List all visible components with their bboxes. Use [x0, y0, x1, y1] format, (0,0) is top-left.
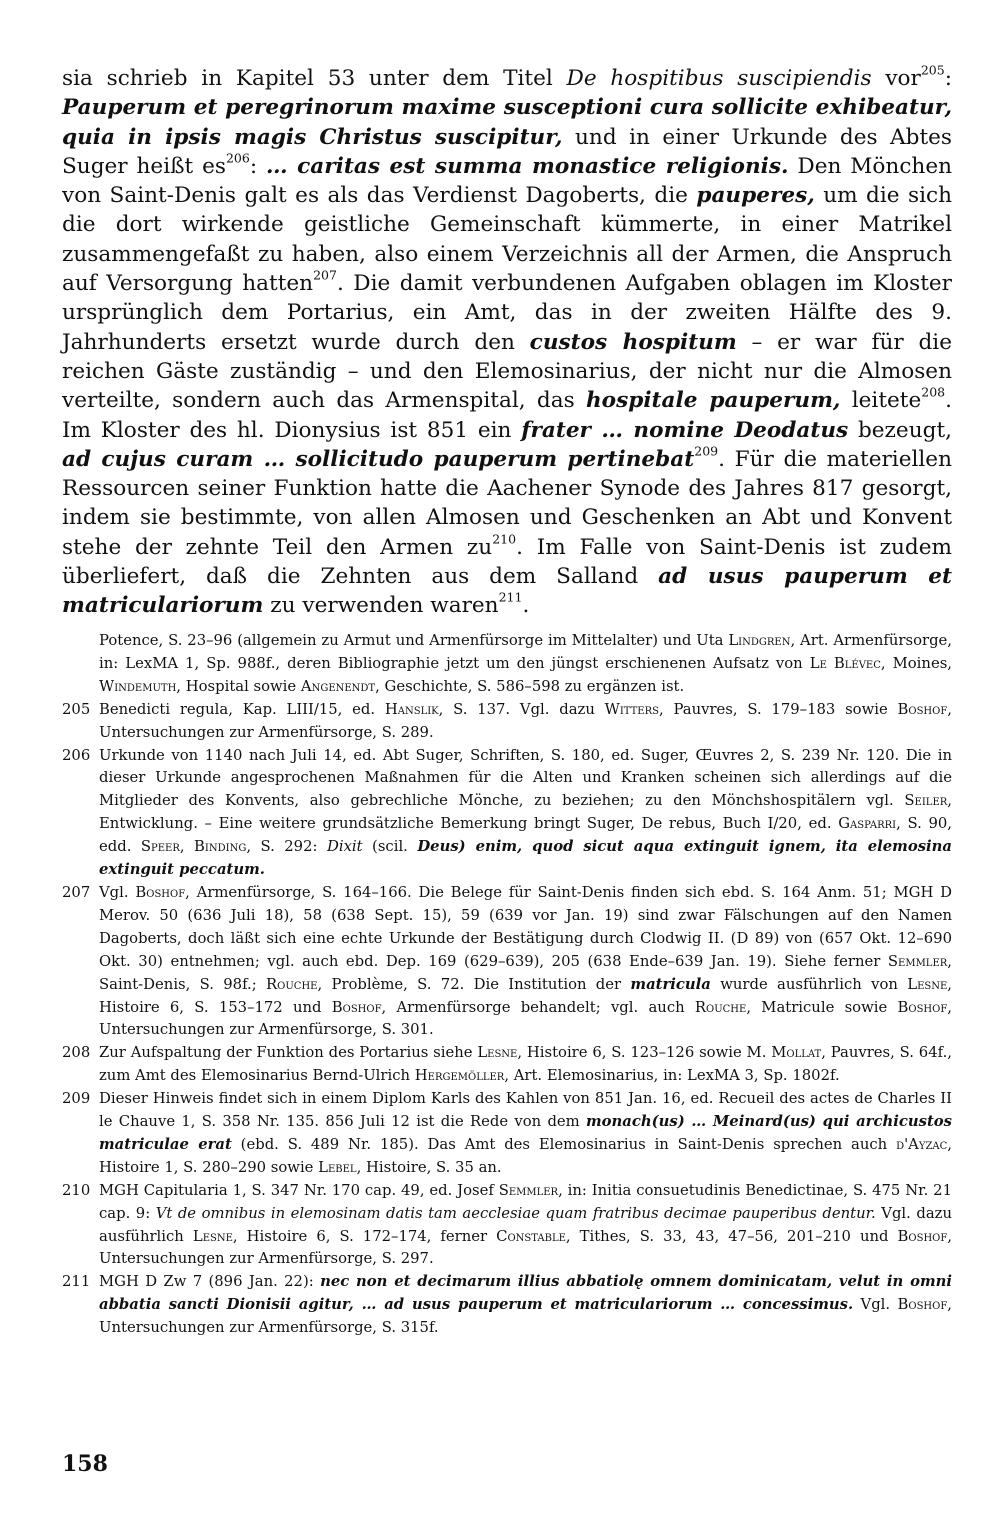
text-span: , Geschichte, S. 586–598 zu ergänzen ist.	[375, 677, 685, 695]
author-name: Hergemöller	[414, 1067, 505, 1085]
author-name: Boshof	[897, 1227, 948, 1245]
text-span: , Untersuchungen zur Armenfürsorge, S. 289.	[99, 700, 952, 741]
text-span: Den Mönchen von Saint-Denis galt es als das Verdienst Dagoberts, die	[62, 153, 953, 209]
text-span: wurde ausführlich von	[710, 975, 908, 993]
text-span: MGH Capitularia 1, S. 347 Nr. 170 cap. 49, ed. Josef	[99, 1181, 499, 1199]
footnote-206	[62, 745, 952, 882]
italic-latin: hospitale pauperum,	[585, 388, 841, 414]
text-span: , Untersuchungen zur Armenfürsorge, S. 297.	[99, 1227, 953, 1268]
text-span: , Pauvres, S. 179–183 sowie	[659, 700, 898, 718]
text-span: Vgl.	[99, 883, 136, 901]
footnote-number: 205	[62, 700, 91, 718]
footnote-number: 207	[62, 883, 91, 901]
author-name: Rouche	[694, 998, 747, 1016]
footnote-number: 211	[62, 1273, 91, 1291]
author-name: Witters	[604, 700, 659, 718]
italic-latin: custos hospitum	[529, 329, 737, 355]
text-span: Zur Aufspaltung der Funktion des Portarius siehe	[99, 1044, 478, 1062]
text-span: , Art. Elemosinarius, in: LexMA 3, Sp. 1802f.	[504, 1067, 840, 1085]
author-name: Speer	[140, 838, 180, 856]
author-name: Lesne	[477, 1044, 518, 1062]
author-name: Boshof	[897, 1296, 948, 1314]
text-span: , Untersuchungen zur Armenfürsorge, S. 301.	[99, 998, 952, 1039]
text-span: , Moines,	[880, 654, 952, 672]
footnote-211	[62, 1271, 952, 1340]
text-span: sia schrieb in Kapitel 53 unter dem Titel	[62, 66, 567, 91]
italic-latin-quote: Vt de omnibus in elemosinam datis tam aecclesiae quam fratribus decimae pauperibus dentur.	[155, 1204, 876, 1222]
text-span: . Im Kloster des hl. Dionysius ist 851 ein	[62, 388, 953, 443]
italic-latin-quote: … caritas est summa monastice religionis.	[266, 153, 789, 179]
author-name: Lesne	[192, 1227, 233, 1245]
text-span: und in einer Urkunde des Abtes Suger heißt es	[62, 124, 952, 179]
text-span: :	[944, 66, 953, 91]
italic-latin-quote: Pauperum et peregrinorum maxime susceptioni cura sollicite exhibeatur, quia in ipsis magis Christus suscipitur,	[62, 95, 952, 150]
text-span: MGH D Zw 7 (896 Jan. 22):	[99, 1273, 321, 1291]
text-span: . Für die materiellen Ressourcen seiner Funktion hatte die Aachener Synode des Jahres 817 gesorgt, indem sie bestimmte, von allen Almosen und Geschenken an Abt und Konvent stehe der zehnte Teil den Armen zu	[62, 446, 952, 560]
text-span: , Untersuchungen zur Armenfürsorge, S. 315f.	[99, 1296, 952, 1337]
italic-latin-quote: monach(us) … Meinard(us) qui archicustos matriculae erat	[99, 1113, 952, 1153]
text-span: , Histoire 6, S. 153–172 und	[99, 975, 952, 1016]
text-span: , Problème, S. 72. Die Institution der	[317, 975, 631, 993]
author-name: Mollat	[771, 1044, 822, 1062]
text-span: Dieser Hinweis findet sich in einem Diplom Karls des Kahlen von 851 Jan. 16, ed. Recueil des actes de Charles II le Chauve 1, S. 358 Nr. 135. 856 Juli 12 ist die Rede von dem	[99, 1090, 952, 1131]
text-span: , Entwicklung. – Eine weitere grundsätzliche Bemerkung bringt Suger, De rebus, Buch I/20, ed.	[99, 792, 952, 833]
main-paragraph	[62, 64, 952, 621]
text-span: , S. 292:	[246, 838, 327, 856]
author-name: Boshof	[331, 998, 382, 1016]
text-span: , Saint-Denis, S. 98f.;	[99, 952, 952, 993]
footnote-209	[62, 1088, 952, 1180]
author-name: Seiler	[904, 792, 948, 810]
text-span: , in: Initia consuetudinis Benedictinae, S. 475 Nr. 21 cap. 9:	[99, 1181, 952, 1222]
text-span: , Matricule sowie	[746, 998, 898, 1016]
author-name: Semmler	[887, 952, 948, 970]
text-span: (scil.	[362, 838, 418, 856]
text-span: vor	[871, 66, 921, 91]
text-span: .	[522, 593, 530, 619]
author-name: Lesne	[907, 975, 948, 993]
italic-latin-quote: ad cujus curam … sollicitudo pauperum pertinebat	[62, 446, 695, 472]
footnote-ref-211: 211	[498, 589, 523, 605]
author-name: Angenendt	[300, 677, 376, 695]
footnote-ref-205: 205	[920, 62, 945, 78]
author-name: Lebel	[318, 1158, 357, 1176]
footnote-ref-206: 206	[225, 150, 250, 166]
footnote-ref-210: 210	[492, 531, 517, 547]
italic-latin: matricula	[630, 975, 711, 993]
author-name: Le Blévec	[809, 654, 881, 672]
footnote-number: 206	[62, 746, 91, 764]
italic-latin: Dixit	[326, 838, 363, 856]
text-span: um die sich die dort wirkende geistliche Gemeinschaft kümmerte, in einer Matrikel zusammengefaßt zu haben, also einem Verzeichnis all der Armen, die Anspruch auf Versorgung hatten	[62, 183, 952, 297]
footnote-ref-208: 208	[921, 384, 946, 400]
text-span: , Histoire 6, S. 172–174, ferner	[232, 1227, 497, 1245]
author-name: Constable	[496, 1227, 566, 1245]
italic-latin: frater … nomine Deodatus	[521, 417, 849, 443]
author-name: Boshof	[897, 700, 948, 718]
text-span: Vgl. dazu ausführlich	[99, 1204, 952, 1245]
text-span: , Hospital sowie	[176, 677, 301, 695]
text-span: zu verwenden waren	[263, 593, 499, 619]
footnote-ref-209: 209	[694, 443, 719, 459]
text-span: (ebd. S. 489 Nr. 185). Das Amt des Elemosinarius in Saint-Denis sprechen auch	[231, 1135, 897, 1153]
text-span: , S. 90, edd.	[99, 815, 952, 856]
author-name: Rouche	[266, 975, 318, 993]
text-span: , Histoire 6, S. 123–126 sowie M.	[517, 1044, 772, 1062]
author-name: Boshof	[135, 883, 186, 901]
text-span: leitete	[840, 388, 922, 414]
italic-latin-quote: Deus) enim, quod sicut aqua extinguit ignem, ita elemosina extinguit peccatum.	[99, 838, 952, 879]
text-span: . Die damit verbundenen Aufgaben oblagen im Kloster ursprünglich dem Portarius, ein Amt, das in der zweiten Hälfte des 9. Jahrhunderts ersetzt wurde durch den	[62, 271, 953, 355]
footnotes	[62, 630, 952, 1340]
author-name: Hanslik	[384, 700, 439, 718]
text-span: , Pauvres, S. 64f., zum Amt des Elemosinarius Bernd-Ulrich	[99, 1044, 952, 1085]
text-span: , Art. Armenfürsorge, in: LexMA 1, Sp. 988f., deren Bibliographie jetzt um den jüngst erschienenen Aufsatz von	[99, 632, 952, 672]
italic-latin-quote: nec non et decimarum illius abbatiolę omnem dominicatam, velut in omni abbatia sancti Dionisii agitur, … ad usus pauperum et matriculariorum … concessimus.	[99, 1273, 952, 1314]
text-span: , Histoire 1, S. 280–290 sowie	[99, 1135, 952, 1176]
italic-latin: ad usus pauperum et matriculariorum	[62, 564, 952, 619]
text-span: . Im Falle von Saint-Denis ist zudem überliefert, daß die Zehnten aus dem Salland	[62, 534, 952, 590]
footnote-continuation	[62, 630, 952, 699]
author-name: d'Ayzac	[896, 1135, 948, 1153]
author-name: Gasparri	[838, 815, 897, 833]
author-name: Binding	[194, 838, 247, 856]
text-span: – er war für die reichen Gäste zuständig – und den Elemosinarius, der nicht nur die Almosen verteilte, sondern auch das Armenspital, das	[62, 329, 952, 414]
text-span: , Armenfürsorge, S. 164–166. Die Belege für Saint-Denis finden sich ebd. S. 164 Anm. 51; MGH D Merov. 50 (636 Juli 18), 58 (638 Sept. 15), 59 (639 vor Jan. 19) sind zwar Fälschungen auf den Namen Dagoberts, doch läßt sich eine echte Urkunde der Bestätigung durch Clodwig II. (D 89) von (657 Okt. 12–690 Okt. 30) entnehmen; vgl. auch ebd. Dep. 169 (629–639), 205 (638 Ende–639 Jan. 19). Siehe ferner	[99, 883, 952, 970]
author-name: Boshof	[897, 998, 948, 1016]
author-name: Semmler	[498, 1181, 559, 1199]
italic-latin: pauperes,	[696, 183, 815, 209]
text-span: , Armenfürsorge behandelt; vgl. auch	[381, 998, 695, 1016]
text-span: :	[249, 153, 267, 179]
text-span: bezeugt,	[848, 417, 952, 443]
footnote-208	[62, 1042, 952, 1088]
text-span: Urkunde von 1140 nach Juli 14, ed. Abt Suger, Schriften, S. 180, ed. Suger, Œuvres 2, S. 239 Nr. 120. Die in dieser Urkunde angesprochenen Maßnahmen für die Alten und Kranken scheinen sich allerdings auf die Mitglieder des Konvents, also gebrechliche Mönche, zu beziehen; zu den Mönchshospitälern vgl.	[99, 746, 952, 810]
page-number: 158	[62, 1451, 108, 1477]
footnote-205	[62, 699, 952, 745]
footnote-210	[62, 1180, 952, 1272]
author-name: Windemuth	[99, 677, 177, 695]
text-span: Benedicti regula, Kap. LIII/15, ed.	[99, 700, 385, 718]
footnote-number: 210	[62, 1181, 91, 1199]
italic-latin: De hospitibus suscipiendis	[566, 66, 872, 91]
text-span: Vgl.	[853, 1296, 898, 1314]
footnote-number: 208	[62, 1044, 91, 1062]
author-name: Lindgren	[728, 632, 791, 649]
footnote-207	[62, 882, 952, 1042]
text-span: ,	[179, 838, 195, 856]
footnote-ref-207: 207	[313, 267, 337, 283]
text-span: , Histoire, S. 35 an.	[356, 1158, 502, 1176]
text-span: Potence, S. 23–96 (allgemein zu Armut und Armenfürsorge im Mittelalter) und Uta	[99, 632, 729, 649]
text-span: , S. 137. Vgl. dazu	[438, 700, 605, 718]
text-span: , Tithes, S. 33, 43, 47–56, 201–210 und	[565, 1227, 898, 1245]
footnote-number: 209	[62, 1090, 91, 1108]
